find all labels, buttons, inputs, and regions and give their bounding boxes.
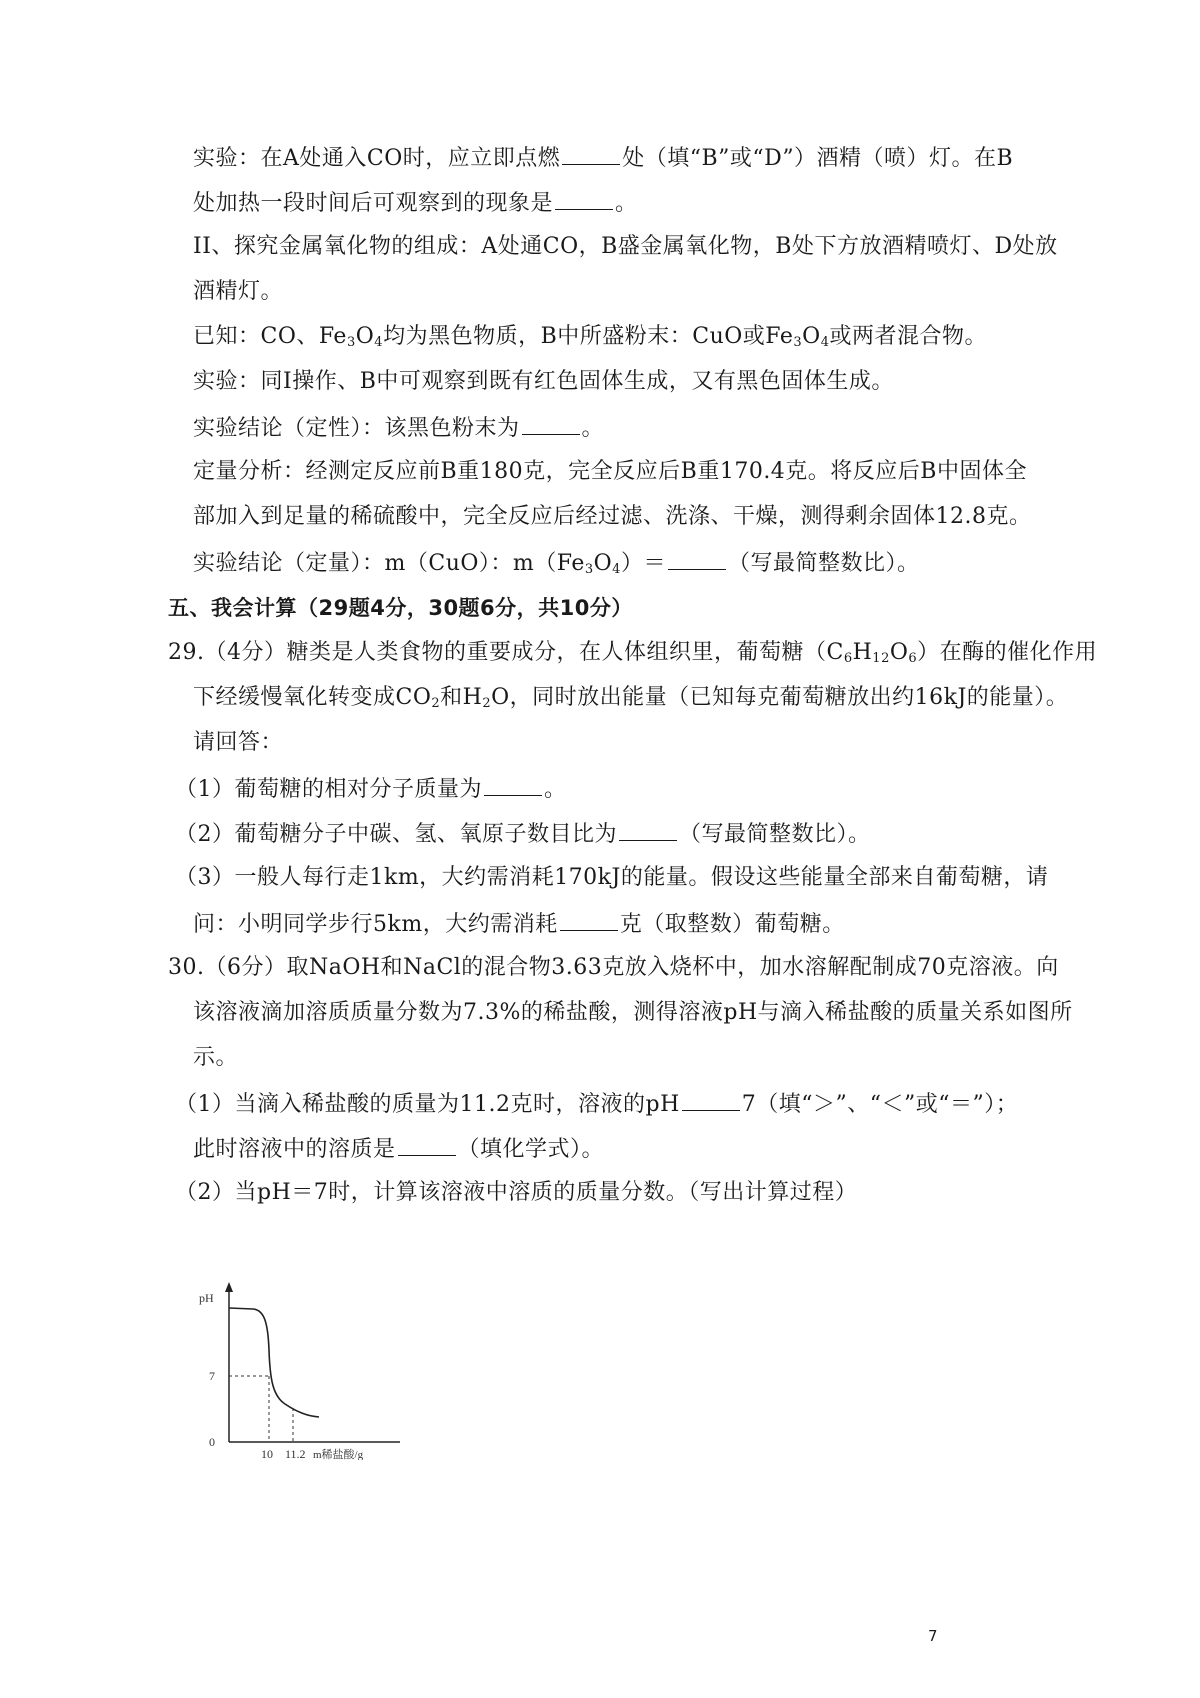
answer-blank[interactable]: [668, 547, 726, 570]
q29-sub-2: [175, 818, 871, 850]
text: 。: [581, 416, 605, 441]
text: （写最简整数比）。: [679, 822, 871, 847]
text: O，同时放出能量（已知每克葡萄糖放出约16kJ的能量）。: [491, 685, 1069, 710]
known-line: [193, 322, 987, 352]
answer-blank[interactable]: [682, 1088, 740, 1111]
text: O: [593, 551, 613, 576]
answer-blank[interactable]: [562, 142, 620, 165]
tick-label-origin: 0: [209, 1435, 215, 1449]
text: H: [852, 640, 873, 665]
answer-blank[interactable]: [398, 1133, 456, 1156]
y-axis-arrow: [225, 1282, 233, 1292]
q30-line-2: 该溶液滴加溶质质量分数为7.3%的稀盐酸，测得溶液pH与滴入稀盐酸的质量关系如图所: [193, 1000, 1073, 1025]
text: O: [355, 324, 375, 349]
text: 29.（4分）糖类是人类食物的重要成分，在人体组织里，葡萄糖（C: [168, 640, 844, 665]
text: 7（填“＞”、“＜”或“＝”）；: [741, 1092, 1019, 1117]
q29-sub-3-cont: [193, 908, 845, 940]
text: 。: [615, 191, 638, 216]
q29-line-1: [168, 638, 1097, 668]
text: 均为黑色物质，B中所盛粉末：CuO或Fe: [383, 324, 794, 349]
text: （1）当滴入稀盐酸的质量为11.2克时，溶液的pH: [175, 1092, 680, 1117]
q29-line-2: [193, 683, 1068, 713]
text: （填化学式）。: [457, 1137, 605, 1162]
answer-blank[interactable]: [484, 773, 542, 796]
text: 实验结论（定量）：m（CuO）：m（Fe: [193, 551, 585, 576]
subscript: 2: [431, 696, 441, 711]
text: 克（取整数）葡萄糖。: [619, 912, 845, 937]
quantitative-line-1: 定量分析：经测定反应前B重180克，完全反应后B重170.4克。将反应后B中固体全: [193, 459, 1027, 484]
tick-label-7: 7: [209, 1369, 215, 1383]
q29-prompt: 请回答：: [193, 730, 284, 755]
subscript: 4: [612, 562, 621, 577]
text: 此时溶液中的溶质是: [193, 1137, 396, 1162]
text: 实验结论（定性）：该黑色粉末为: [193, 416, 520, 441]
text: 。: [544, 777, 567, 802]
q29-sub-1: [175, 773, 567, 805]
q30-line-1: 30.（6分）取NaOH和NaCl的混合物3.63克放入烧杯中，加水溶解配制成70克溶液。向: [168, 955, 1059, 980]
subscript: 6: [843, 651, 853, 666]
ph-curve-chart: [195, 1280, 415, 1460]
answer-blank[interactable]: [522, 412, 580, 435]
part-ii-cont: 酒精灯。: [193, 279, 284, 304]
subscript: 3: [584, 562, 594, 577]
y-axis-label: pH: [199, 1291, 214, 1305]
subscript: 3: [346, 335, 356, 350]
part-ii-line: II、探究金属氧化物的组成：A处通CO，B盛金属氧化物，B处下方放酒精喷灯、D处放: [193, 234, 1058, 259]
page-number: 7: [928, 1627, 938, 1645]
text: 已知：CO、Fe: [193, 324, 347, 349]
text: 下经缓慢氧化转变成CO: [193, 685, 432, 710]
text: 或两者混合物。: [829, 324, 987, 349]
quantitative-line-2: 部加入到足量的稀硫酸中，完全反应后经过滤、洗涤、干燥，测得剩余固体12.8克。: [193, 504, 1032, 529]
tick-label-10: 10: [261, 1447, 273, 1460]
quantitative-conclusion: [193, 547, 919, 579]
tick-label-11-2: 11.2: [285, 1447, 306, 1460]
subscript: 2: [482, 696, 492, 711]
text: 和H: [440, 685, 483, 710]
answer-blank[interactable]: [619, 818, 677, 841]
q30-sub-1-cont: [193, 1133, 604, 1165]
text: 问：小明同学步行5km，大约需消耗: [193, 912, 558, 937]
ph-curve: [229, 1308, 319, 1417]
exp-line-2: [193, 187, 638, 219]
q30-line-3: 示。: [193, 1045, 239, 1070]
text: ）在酶的催化作用: [917, 640, 1098, 665]
subscript: 6: [908, 651, 918, 666]
x-axis-label: m稀盐酸/g: [313, 1449, 364, 1460]
exp-line-1: [193, 142, 1013, 174]
text: 处（填“B”或“D”）酒精（喷）灯。在B: [622, 146, 1014, 171]
q30-sub-1: [175, 1088, 1018, 1120]
section-heading-5: 五、我会计算（29题4分，30题6分，共10分）: [168, 596, 633, 620]
subscript: 4: [374, 335, 384, 350]
experiment-line: 实验：同I操作、B中可观察到既有红色固体生成，又有黑色固体生成。: [193, 369, 894, 394]
answer-blank[interactable]: [560, 908, 618, 931]
answer-blank[interactable]: [555, 187, 613, 210]
text: （2）葡萄糖分子中碳、氢、氧原子数目比为: [175, 822, 617, 847]
text: ）＝: [620, 551, 666, 576]
q29-sub-3: （3）一般人每行走1km，大约需消耗170kJ的能量。假设这些能量全部来自葡萄糖，请: [175, 865, 1049, 890]
text: O: [802, 324, 821, 349]
q30-sub-2: （2）当pH＝7时，计算该溶液中溶质的质量分数。（写出计算过程）: [175, 1180, 858, 1205]
text: （写最简整数比）。: [727, 551, 920, 576]
qualitative-conclusion: [193, 412, 604, 444]
text: 处加热一段时间后可观察到的现象是: [193, 191, 554, 216]
subscript: 3: [793, 335, 803, 350]
subscript: 4: [820, 335, 830, 350]
text: 实验：在A处通入CO时，应立即点燃: [193, 146, 561, 171]
text: （1）葡萄糖的相对分子质量为: [175, 777, 482, 802]
text: O: [889, 640, 909, 665]
subscript: 12: [872, 651, 890, 666]
